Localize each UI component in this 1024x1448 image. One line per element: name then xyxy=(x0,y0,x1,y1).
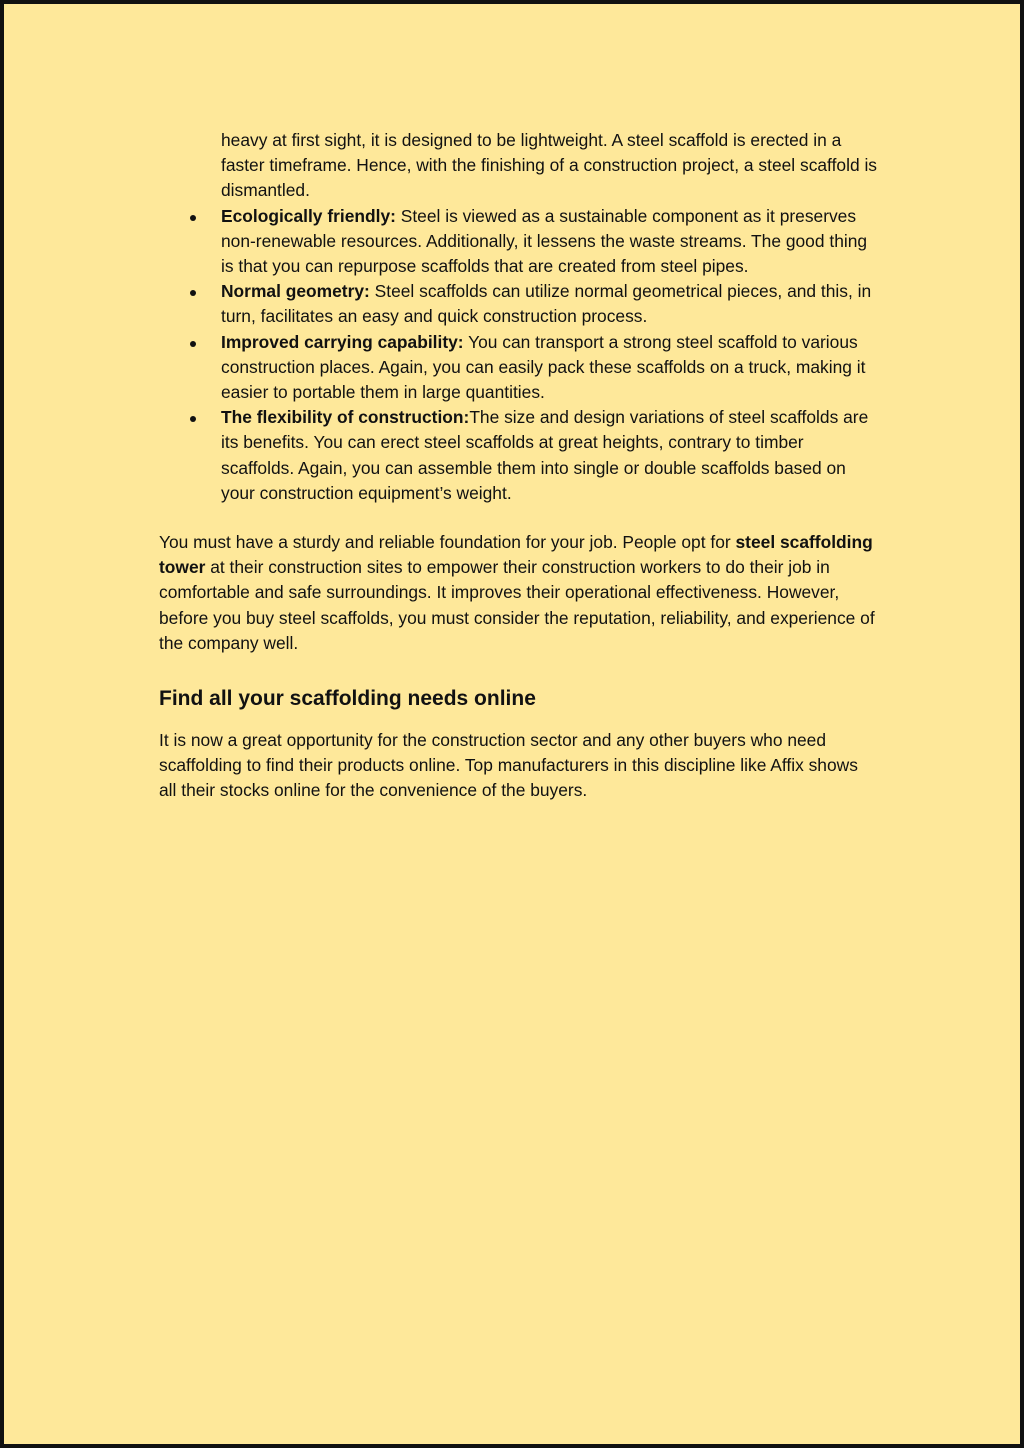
list-item-text: The size and design variations of steel scaffolds are its benefits. You can erect steel scaffolds at great heights, contrary to timber scaffolds. Again, you can assemble them into single or double scaffolds based on your construction equipment’s weight. xyxy=(221,407,869,503)
list-item-term: The flexibility of construction: xyxy=(221,407,470,428)
page-content xyxy=(159,128,879,804)
paragraph-text: You must have a sturdy and reliable foundation for your job. People opt for xyxy=(159,532,736,553)
list-item xyxy=(159,204,879,280)
body-paragraph xyxy=(159,530,879,656)
list-item-term: Ecologically friendly: xyxy=(221,205,396,226)
list-item xyxy=(159,405,879,506)
bullet-icon xyxy=(190,341,196,347)
list-item xyxy=(159,279,879,329)
list-item-text: Steel scaffolds can utilize normal geometrical pieces, and this, in turn, facilitates an easy and quick construction process. xyxy=(221,281,872,327)
list-item-term: Improved carrying capability: xyxy=(221,331,464,352)
list-item-text: You can transport a strong steel scaffold to various construction places. Again, you can easily pack these scaffolds on a truck, making it easier to portable them in large quantities. xyxy=(221,331,866,403)
section-heading: Find all your scaffolding needs online xyxy=(159,687,536,711)
bullet-icon xyxy=(190,215,196,221)
paragraph-text: at their construction sites to empower their construction workers to do their job in comfortable and safe surroundings. It improves their operational effectiveness. However, before you buy steel scaffolds, you must consider the reputation, reliability, and experience of the company well. xyxy=(159,557,875,653)
bullet-icon xyxy=(190,290,196,296)
keyword-link-text: steel scaffolding tower xyxy=(159,532,873,578)
bullet-icon xyxy=(190,416,196,422)
benefits-list xyxy=(159,204,879,506)
list-item-term: Normal geometry: xyxy=(221,281,370,302)
intro-continuation: heavy at first sight, it is designed to be lightweight. A steel scaffold is erected in a faster timeframe. Hence, with the finishing of a construction project, a steel scaffold is dismantled. xyxy=(221,130,878,201)
list-item xyxy=(159,330,879,406)
list-item-text: Steel is viewed as a sustainable component as it preserves non-renewable resources. Additionally, it lessens the waste streams. The good thing is that you can repurpose scaffolds that are created from steel pipes. xyxy=(221,205,868,277)
body-paragraph: It is now a great opportunity for the construction sector and any other buyers who need scaffolding to find their products online. Top manufacturers in this discipline like Affix shows all their stocks online for the convenience of the buyers. xyxy=(159,730,858,801)
